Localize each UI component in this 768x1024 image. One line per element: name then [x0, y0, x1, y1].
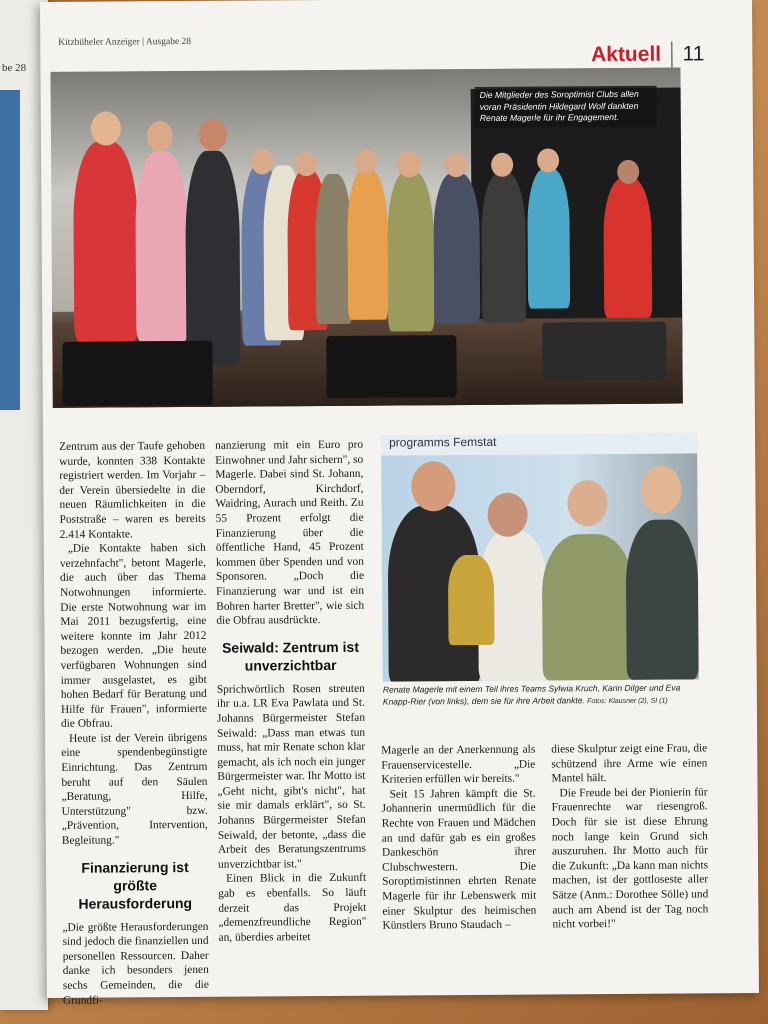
photo-head [491, 153, 513, 177]
photo2-banner-text: programms Femstat [381, 433, 699, 455]
photo-head [295, 152, 317, 176]
photo-person [347, 170, 388, 320]
team-photo [381, 433, 699, 681]
photo-flower-bouquet [448, 555, 495, 645]
photo-head [147, 121, 173, 151]
paragraph: Seit 15 Jahren kämpft die St. Johannerin unermüdlich für die Rechte von Frauen und Mädchen an und dafür gab es ein großes Dankeschön ihrer Clubschwestern. Die Soroptimistinnen ehrten Renate Magerle für ihr Lebenswerk mit einer Skulptur des heimischen Künstlers Bruno Staudach – [381, 787, 537, 932]
article-column-1 [59, 439, 209, 1008]
paragraph: „Die Kontakte haben sich verzehnfacht", betont Magerle, die auch über das Thema Notwohnungen informierte. Die erste Notwohnung war im Mai 2011 bezugsfertig, eine weitere konnte im Jahr 2012 bezogen werden. „Die heute verfügbaren Wohnungen sind immer ausgelastet, es gibt hohen Bedarf für Beratung und Hilfe für Frauen", informierte die Obfrau. [59, 542, 207, 731]
photo-speaker [326, 335, 456, 398]
photo-person [527, 168, 570, 308]
section-rubric: Aktuell [590, 42, 662, 67]
newspaper-page [40, 0, 759, 1007]
photo-head [199, 119, 227, 151]
photo-person [542, 534, 635, 681]
article-column-2 [215, 438, 367, 945]
photo-person [135, 151, 188, 341]
photo-person [73, 141, 138, 341]
photo-head [641, 466, 681, 514]
photo-head [251, 148, 273, 174]
photo-person [185, 151, 240, 366]
subheading-finanzierung: Finanzierung ist größte Herausforderung [78, 858, 193, 912]
photo-head [411, 461, 455, 511]
photo-head [487, 493, 527, 537]
page-number: 11 [682, 42, 705, 66]
photo-person [481, 173, 526, 323]
previous-page-label: be 28 [2, 62, 27, 74]
paragraph: „Die größte Herausforderungen sind jedoch die finanziellen und personellen Ressourcen. Daher danke ich besonders jenen sechs Gemeinden, die die Grundfi- [62, 920, 209, 1007]
publication-header: Kitzbüheler Anzeiger | Ausgabe 28 [58, 36, 192, 48]
photo-head [567, 480, 607, 526]
photo2-caption-block [383, 681, 701, 709]
subheading-seiwald: Seiwald: Zentrum ist unverzichtbar [221, 638, 360, 674]
group-photo-stage [50, 68, 682, 408]
photo-person [315, 174, 352, 324]
photo-person [433, 173, 480, 323]
photo-head [91, 111, 121, 145]
photo-speaker [542, 322, 666, 381]
paragraph: Die Freude bei der Pionierin für Frauenrechte war riesengroß. Doch für sie ist diese Ehrung noch lange kein Grund sich auszuruhen. Ihr Motto auch für die Zukunft: „Da kann man nichts machen, ist der gottloseste aller Sätze (Anm.: Dorothee Sölle) und auch am Abend ist der Tag noch nicht vorbei!" [551, 786, 709, 931]
photo1-caption: Die Mitglieder des Soroptimist Clubs allen voran Präsidentin Hildegard Wolf dankten Renate Magerle für ihr Engagement. [475, 86, 657, 128]
paragraph: Einen Blick in die Zukunft gab es ebenfalls. So läuft derzeit das Projekt „demenzfreundliche Region" an, überdies arbeitet [218, 872, 367, 944]
photo-head [445, 153, 467, 177]
paragraph: Heute ist der Verein übrigens eine spendenbegünstigte Einrichtung. Das Zentrum beruht auf den Säulen „Beratung, Hilfe, Unterstützung" bzw. „Prävention, Intervention, Begleitung." [61, 731, 208, 847]
previous-page-photo-strip [0, 90, 20, 410]
paragraph: Zentrum aus der Taufe gehoben wurde, konnten 338 Kontakte registriert werden. Im Vorjahr – der Verein übersiedelte in die neuen Räumlichkeiten in die Poststraße – waren es bereits 2.414 Kontakte. [59, 439, 206, 541]
photo-speaker [62, 341, 212, 406]
photo-person [626, 519, 699, 679]
photo-head [537, 148, 559, 172]
photo-head [397, 151, 421, 177]
photo-credit: Fotos: Klausner (2), SI (1) [587, 697, 668, 706]
article-column-3 [381, 743, 536, 934]
photo-person [387, 171, 434, 331]
paragraph: nanzierung mit ein Euro pro Einwohner und Jahr sichern", so Magerle. Dabei sind St. Johann, Oberndorf, Kirchdorf, Waidring, Aurach und Reith. Zu 55 Prozent erfolgt die Finanzierung über die öffentliche Hand, 45 Prozent kommen über Spenden und von Sponsoren. „Doch die Finanzierung war und ist ein Bohren harter Bretter", wie sich die Obfrau ausdrückte. [215, 438, 365, 627]
photo-head [355, 150, 377, 174]
photo2-caption: Renate Magerle mit einem Teil ihres Teams Sylwia Kruch, Karin Dilger und Eva Knapp-Rier (von links), dem sie für ihre Arbeit dankte. [382, 682, 681, 707]
article-column-4 [551, 741, 708, 932]
paragraph: diese Skulptur zeigt eine Frau, die schützend ihre Arme wie einen Mantel hält. [551, 742, 708, 785]
paragraph: Sprichwörtlich Rosen streuten ihr u.a. LR Eva Pawlata und St. Johanns Bürgermeister Stefan Seiwald: „Dass man etwas tun muss, hat mir Renate schon klar gemacht, als ich noch ein junger Bürgermeister war. Ihr Motto ist „Geht nicht, gibt's nicht", hat sie mir damals erklärt", so St. Johanns Bürgermeister Stefan Seiwald, der betonte, „dass die Arbeit des Beratungszentrums unverzichtbar ist." [216, 682, 366, 871]
photo-person [603, 178, 652, 318]
page-header-right [591, 41, 705, 68]
header-divider [671, 42, 673, 68]
photo-head [617, 160, 639, 184]
paragraph: Magerle an der Anerkennung als Frauenservicestelle. „Die Kriterien erfüllen wir bereits." [381, 743, 536, 786]
